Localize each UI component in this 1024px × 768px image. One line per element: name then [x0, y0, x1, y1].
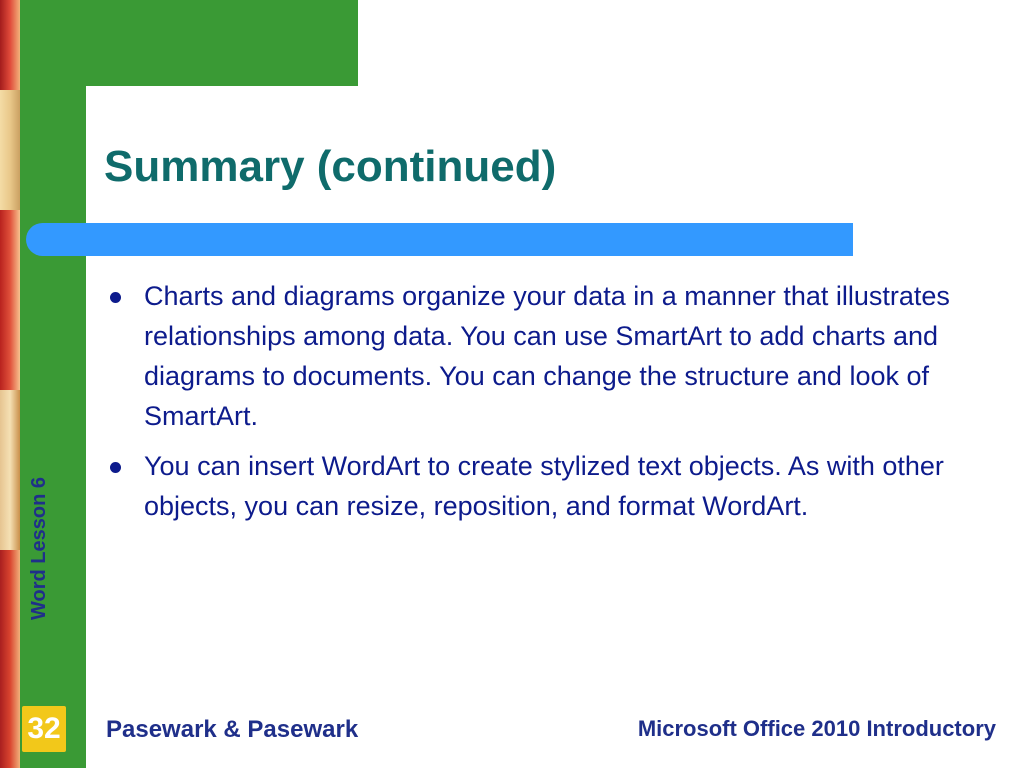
- pencil-stripe: [0, 90, 20, 210]
- footer-course: Microsoft Office 2010 Introductory: [637, 716, 996, 741]
- bullet-icon: [110, 292, 121, 303]
- page-number: 32: [27, 712, 61, 745]
- slide-title: Summary (continued): [104, 142, 557, 191]
- pencil-stripe: [0, 550, 20, 768]
- list-item: [104, 276, 984, 436]
- green-side-band: [20, 0, 86, 768]
- pencils-image-strip: [0, 0, 20, 768]
- bullet-text: You can insert WordArt to create stylized text objects. As with other objects, you can resize, reposition, and format WordArt.: [144, 451, 944, 521]
- pencil-stripe: [0, 390, 20, 550]
- footer-author: Pasewark & Pasewark: [106, 716, 359, 743]
- pencil-stripe: [0, 0, 20, 90]
- lesson-label: Word Lesson 6: [28, 477, 50, 620]
- pencil-stripe: [0, 210, 20, 390]
- list-item: [104, 446, 984, 526]
- bullet-icon: [110, 462, 121, 473]
- bullet-text: Charts and diagrams organize your data in a manner that illustrates relationships among data. You can use SmartArt to add charts and diagrams to documents. You can change the structure and look of SmartArt.: [144, 281, 950, 431]
- title-underline-bar: [26, 223, 853, 256]
- green-top-bar: [20, 0, 358, 86]
- bullet-list: [104, 276, 984, 536]
